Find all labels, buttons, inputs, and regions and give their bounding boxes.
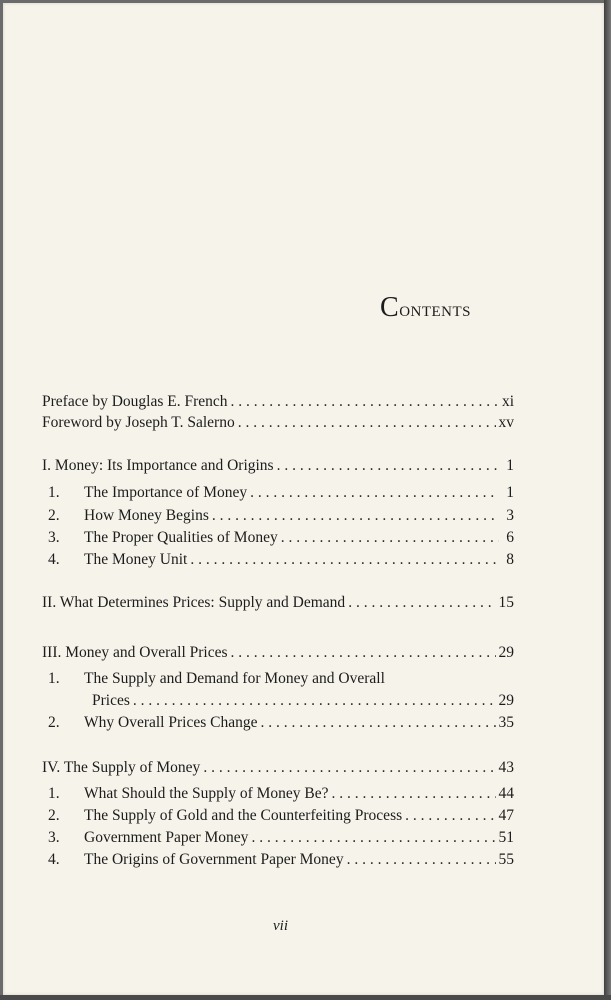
chapter-number: 2.	[48, 807, 60, 824]
leader-dots	[133, 692, 496, 710]
chapter-title: The Importance of Money	[84, 484, 248, 501]
chapter-number: 1.	[48, 484, 60, 501]
toc-entry-preface	[42, 393, 514, 413]
leader-dots	[231, 393, 499, 411]
toc-chapter	[48, 851, 514, 871]
leader-dots	[260, 714, 495, 732]
chapter-page: 6	[506, 529, 514, 546]
toc-chapter	[48, 807, 514, 827]
chapter-page: 1	[506, 484, 514, 501]
chapter-title: The Proper Qualities of Money	[84, 529, 278, 546]
chapter-number: 4.	[48, 851, 60, 868]
leader-dots	[277, 457, 499, 475]
toc-entry-title: Foreword by Joseph T. Salerno	[42, 414, 235, 431]
toc-entry-foreword	[42, 414, 514, 434]
toc-part-title: III. Money and Overall Prices	[42, 644, 228, 661]
chapter-number: 1.	[48, 785, 60, 802]
toc-chapter	[48, 785, 514, 805]
toc-chapter	[48, 829, 514, 849]
leader-dots	[250, 484, 499, 502]
toc-chapter	[48, 670, 514, 690]
chapter-page: 51	[498, 829, 514, 846]
leader-dots	[405, 807, 495, 825]
chapter-title: The Money Unit	[84, 551, 188, 568]
leader-dots	[231, 644, 496, 662]
toc-part-3	[42, 644, 514, 664]
toc-entry-title: Preface by Douglas E. French	[42, 393, 228, 410]
chapter-page: 44	[498, 785, 514, 802]
toc-part-page: 43	[498, 759, 514, 776]
toc-part-2	[42, 594, 514, 614]
chapter-number: 3.	[48, 529, 60, 546]
toc-part-1	[42, 457, 514, 477]
chapter-number: 4.	[48, 551, 60, 568]
chapter-page: 29	[498, 692, 514, 709]
chapter-number: 2.	[48, 507, 60, 524]
chapter-page: 47	[498, 807, 514, 824]
chapter-title: The Supply and Demand for Money and Overall	[84, 670, 385, 687]
chapter-number: 3.	[48, 829, 60, 846]
leader-dots	[347, 851, 496, 869]
chapter-title: The Origins of Government Paper Money	[84, 851, 344, 868]
toc-entry-page: xi	[501, 393, 514, 410]
toc-part-title: IV. The Supply of Money	[42, 759, 201, 776]
chapter-number: 1.	[48, 670, 60, 687]
toc-part-page: 29	[498, 644, 514, 661]
leader-dots	[281, 529, 499, 547]
toc-chapter	[48, 714, 514, 734]
leader-dots	[238, 414, 496, 432]
chapter-title-continued: Prices	[92, 692, 130, 709]
toc-chapter	[48, 529, 514, 549]
toc-part-page: 15	[498, 594, 514, 611]
toc-chapter	[48, 507, 514, 527]
toc-chapter	[48, 551, 514, 571]
page-edge	[604, 0, 611, 1000]
chapter-number: 2.	[48, 714, 60, 731]
chapter-title: Why Overall Prices Change	[84, 714, 258, 731]
chapter-title: Government Paper Money	[84, 829, 249, 846]
chapter-title: The Supply of Gold and the Counterfeiting Process	[84, 807, 403, 824]
toc-part-4	[42, 759, 514, 779]
contents-heading: Contents	[380, 292, 472, 323]
leader-dots	[251, 829, 495, 847]
leader-dots	[332, 785, 496, 803]
chapter-title: How Money Begins	[84, 507, 209, 524]
chapter-page: 8	[506, 551, 514, 568]
chapter-page: 3	[506, 507, 514, 524]
leader-dots	[203, 759, 495, 777]
page-edge-bottom	[0, 995, 611, 1000]
page-number: vii	[273, 918, 288, 934]
toc-chapter-continuation	[92, 692, 514, 712]
chapter-title: What Should the Supply of Money Be?	[84, 785, 329, 802]
toc-part-title: II. What Determines Prices: Supply and Demand	[42, 594, 346, 611]
toc-entry-page: xv	[498, 414, 514, 431]
leader-dots	[190, 551, 499, 569]
toc-chapter	[48, 484, 514, 504]
leader-dots	[212, 507, 499, 525]
toc-part-page: 1	[506, 457, 514, 474]
toc-part-title: I. Money: Its Importance and Origins	[42, 457, 274, 474]
chapter-page: 55	[498, 851, 514, 868]
chapter-page: 35	[498, 714, 514, 731]
leader-dots	[348, 594, 495, 612]
